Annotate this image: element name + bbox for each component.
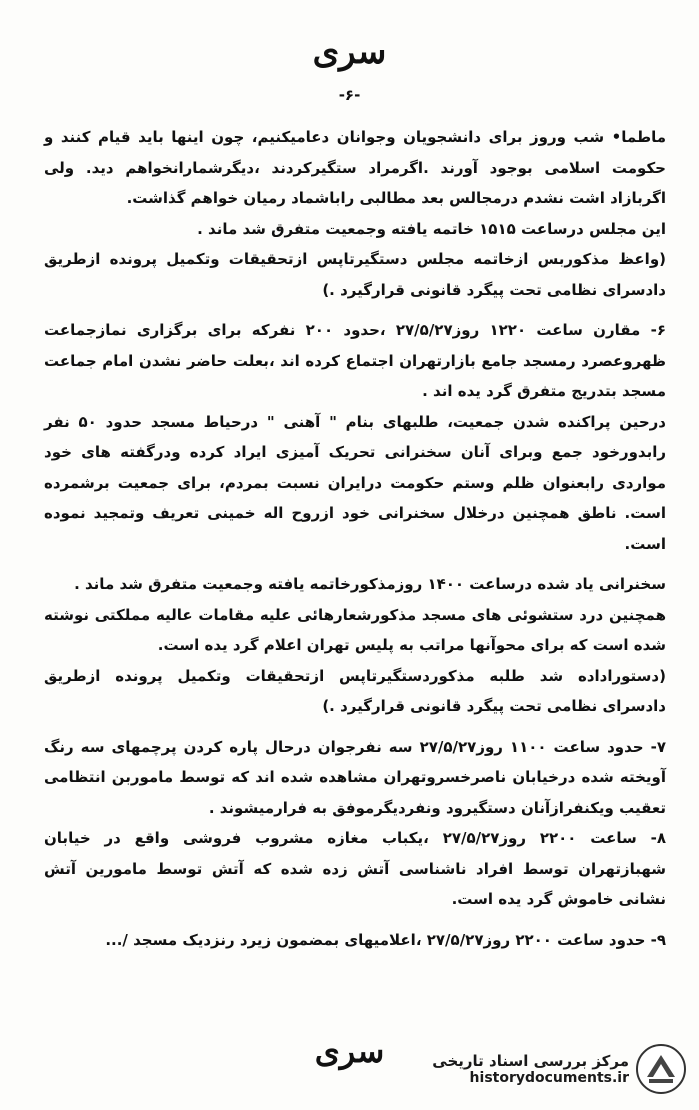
page-number: -۶- bbox=[338, 86, 361, 104]
classification-footer: سری bbox=[314, 1032, 385, 1070]
document-body bbox=[44, 122, 666, 955]
watermark-title: مرکز بررسی اسناد تاریخی bbox=[432, 1052, 629, 1070]
watermark bbox=[387, 1038, 687, 1100]
paragraph-speech-ending: ماطما• شب وروز برای دانشجویان وجوانان دعامیکنیم، چون اینها باید قیام کنند و حکومت اسلامی بوجود آورند .اگرمراد ستگیرکردند ،دیگرشمارانخواهم دید. ولی اگربازاد اشت نشدم درمجالس بعد مطالبی راباشماد رمیان خواهم گذاشت. bbox=[44, 128, 666, 207]
paragraph-item-8: ۸- ساعت ۲۲۰۰ روز۲۷/۵/۲۷ ،یکباب مغازه مشروب فروشی واقع در خیابان شهبازتهران توسط افراد ناشناسی آتش زده شده که آتش توسط مامورین آتش نشانی خاموش گرد یده است. bbox=[44, 829, 666, 908]
paragraph-speech-end: سخنرانی یاد شده درساعت ۱۴۰۰ روزمذکورخاتمه یافته وجمعیت متفرق شد ماند . bbox=[74, 575, 666, 593]
archive-logo-icon bbox=[635, 1043, 687, 1095]
paragraph-preacher-arrest: (واعظ مذکوربس ازخاتمه مجلس دستگیرتاپس ازتحقیقات وتکمیل پرونده ازطریق دادسرای نظامی تحت پیگرد قانونی قرارگیرد .) bbox=[44, 250, 666, 299]
classification-header: سری bbox=[312, 32, 387, 72]
watermark-url: historydocuments.ir bbox=[469, 1070, 629, 1086]
paragraph-item-9: ۹- حدود ساعت ۲۲۰۰ روز۲۷/۵/۲۷ ،اعلامیهای بمضمون زیرد رنزدیک مسجد /... bbox=[105, 930, 666, 949]
paragraph-session-end: این مجلس درساعت ۱۵۱۵ خاتمه یافته وجمعیت متفرق شد ماند . bbox=[197, 219, 666, 238]
paragraph-student-speech: درحین پراکنده شدن جمعیت، طلبهای بنام " آهنی " درحیاط مسجد حدود ۵۰ نفر رابدورخود جمع وبرای آنان سخنرانی تحریک آمیزی ایراد کرده ودرگفته های خود مواردی رابعنوان ظلم وستم حکومت درایران نسبت بمردم، برای جمعیت برشمرده است. ناطق همچنین درخلال سخنرانی خود ازروح اله خمینی تعریف وتمجید نموده است. bbox=[44, 412, 666, 553]
paragraph-item-6: ۶- مقارن ساعت ۱۲۲۰ روز۲۷/۵/۲۷ ،حدود ۲۰۰ نفرکه برای برگزاری نمازجماعت ظهروعصرد رمسجد جامع بازارتهران اجتماع کرده اند ،بعلت حاضر نشدن امام جماعت مسجد بتدریج متفرق گرد یده اند . bbox=[44, 321, 666, 400]
paragraph-item-7: ۷- حدود ساعت ۱۱۰۰ روز۲۷/۵/۲۷ سه نفرجوان درحال پاره کردن پرچمهای سه رنگ آویخته شده درخیابان ناصرخسروتهران مشاهده شده اند که توسط ماموربن انتظامی تعقیب ویکنفرازآنان دستگیرود ونفردیگرموفق به فرارمیشوند . bbox=[44, 737, 666, 817]
paragraph-slogans: همچنین درد ستشوئی های مسجد مذکورشعارهائی علیه مقامات عالیه مملکتی نوشته شده است که برای محوآنها مراتب به پلیس تهران اعلام گرد یده است. bbox=[44, 605, 666, 654]
watermark-text bbox=[432, 1052, 629, 1086]
paragraph-student-arrest: (دستوراداده شد طلبه مذکوردستگیرتاپس ازتحقیقات وتکمیل پرونده ازطریق دادسرای نظامی تحت پیگرد قانونی قرارگیرد .) bbox=[44, 666, 666, 715]
